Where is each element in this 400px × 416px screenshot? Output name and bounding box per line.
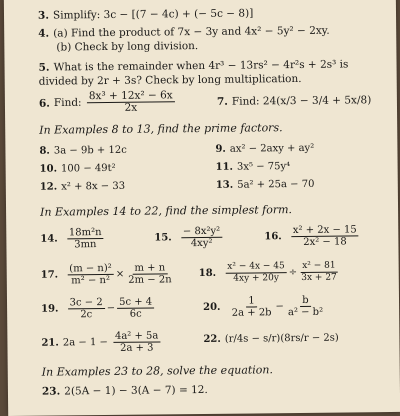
- textbook-page: [4, 0, 400, 416]
- section-heading-prime-factors: In Examples 8 to 13, find the prime factors.: [39, 121, 283, 137]
- section-heading-simplest-form: In Examples 14 to 22, find the simplest form.: [40, 203, 293, 219]
- problem-3: 3. Simplify: 3c − [(7 − 4c) + (− 5c − 8)]: [37, 7, 254, 22]
- problem-11: 11. 3x⁵ − 75y⁴: [215, 161, 291, 173]
- problem-16: 16. $\frac{\text{x² + 2x − 15}}{\text{2x² − 18}}$: [264, 224, 361, 248]
- problem-4b: (b) Check by long division.: [56, 40, 199, 54]
- problem-10: 10. 100 − 49t²: [39, 162, 116, 175]
- section-heading-solve-equation: In Examples 23 to 28, solve the equation.: [41, 363, 274, 379]
- problem-12: 12. x² + 8x − 33: [39, 180, 126, 193]
- problem-14: 14. $\frac{\text{18m²n}}{3mn}$: [40, 227, 105, 251]
- problem-9: 9. ax² − 2axy + ay²: [215, 142, 315, 155]
- problem-8: 8. 3a − 9b + 12c: [39, 144, 127, 157]
- problem-18: 18. $\frac{\text{x² − 4x − 45}}{4xy + 20y}$ ÷ $\frac{\text{x² − 81}}{3x + 27}$: [198, 260, 337, 284]
- problem-20: 20. $\frac{1}{2a + 2b}$ − $\frac{b}{\text{a² − b²}}$: [203, 294, 324, 319]
- problem-21: 21. 2a − 1 − $\frac{\text{4a² + 5a}}{2a + 3}$: [41, 330, 162, 354]
- problem-23: 23. 2(5A − 1) − 3(A − 7) = 12.: [41, 383, 208, 398]
- problem-19: 19. $\frac{3c - 2}{2c}$ − $\frac{5c + 4}{6c}$: [41, 296, 156, 320]
- problem-13: 13. 5a² + 25a − 70: [215, 178, 315, 191]
- problem-4: 4. (a) Find the product of 7x − 3y and 4x² − 5y² − 2xy.: [38, 24, 330, 40]
- problem-7: 7. Find: 24(x/3 − 3/4 + 5x/8): [216, 94, 372, 108]
- fraction: $\frac{\text{8x³ + 12x² − 6x}}{2x}$: [87, 90, 175, 114]
- problem-17: 17. $\frac{\text{(m − n)²}}{\text{m² − n²}}$ × $\frac{m + n}{2m - 2n}$: [40, 262, 172, 287]
- problem-22: 22. (r/4s − s/r)(8rs/r − 2s): [203, 332, 339, 345]
- problem-15: 15. $\frac{\text{− 8x²y²}}{\text{4xy²}}$: [154, 226, 224, 250]
- problem-5-line2: divided by 2r + 3s? Check by long multiplication.: [38, 72, 302, 88]
- problem-6: 6. Find: $\frac{\text{8x³ + 12x² − 6x}}{2x}$: [39, 90, 177, 114]
- problem-5: 5. What is the remainder when 4r³ − 13rs² − 4r²s + 2s³ is: [38, 58, 349, 74]
